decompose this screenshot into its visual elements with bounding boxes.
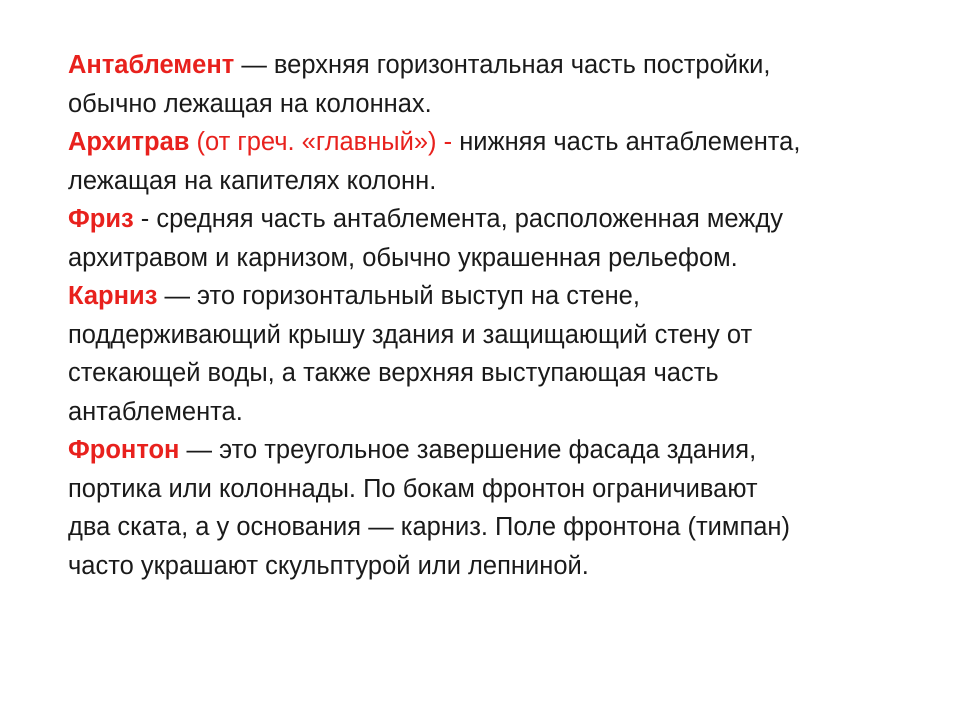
definition-line: поддерживающий крышу здания и защищающий стену от [68, 320, 753, 349]
definition-line: лежащая на капителях колонн. [68, 166, 437, 195]
definition-text: — это горизонтальный выступ на стене, [157, 282, 640, 310]
definition-text: — это треугольное завершение фасада здания, [179, 436, 757, 464]
definition-architrave [68, 123, 908, 200]
definition-line: архитравом и карнизом, обычно украшенная рельефом. [68, 243, 738, 272]
definition-line: портика или колоннады. По бокам фронтон ограничивают [68, 474, 758, 503]
definition-line: антаблемента. [68, 397, 243, 426]
definition-line: два ската, а у основания — карниз. Поле фронтона (тимпан) [68, 513, 791, 541]
definition-line [68, 277, 908, 316]
term-cornice: Карниз [68, 282, 158, 310]
slide-body [68, 46, 908, 585]
term-etymology: (от греч. «главный») - [189, 128, 453, 156]
definition-pediment [68, 431, 908, 585]
definition-text: — верхняя горизонтальная часть постройки, [234, 51, 771, 79]
term-entablature: Антаблемент [68, 51, 235, 79]
definition-text: нижняя часть антаблемента, [452, 128, 801, 156]
definition-line: часто украшают скульптурой или лепниной. [68, 551, 589, 580]
definition-line [68, 200, 908, 239]
definition-line [68, 431, 908, 470]
term-architrave: Архитрав [68, 128, 190, 156]
definition-cornice [68, 277, 908, 431]
definition-frieze [68, 200, 908, 277]
term-pediment: Фронтон [68, 436, 180, 464]
definition-line [68, 46, 908, 85]
term-frieze: Фриз [68, 205, 134, 233]
definition-line: обычно лежащая на колоннах. [68, 89, 432, 118]
definition-line [68, 123, 908, 162]
definition-line: стекающей воды, а также верхняя выступающая часть [68, 359, 719, 387]
definition-text: - средняя часть антаблемента, расположенная между [133, 205, 783, 233]
definition-entablature [68, 46, 908, 123]
